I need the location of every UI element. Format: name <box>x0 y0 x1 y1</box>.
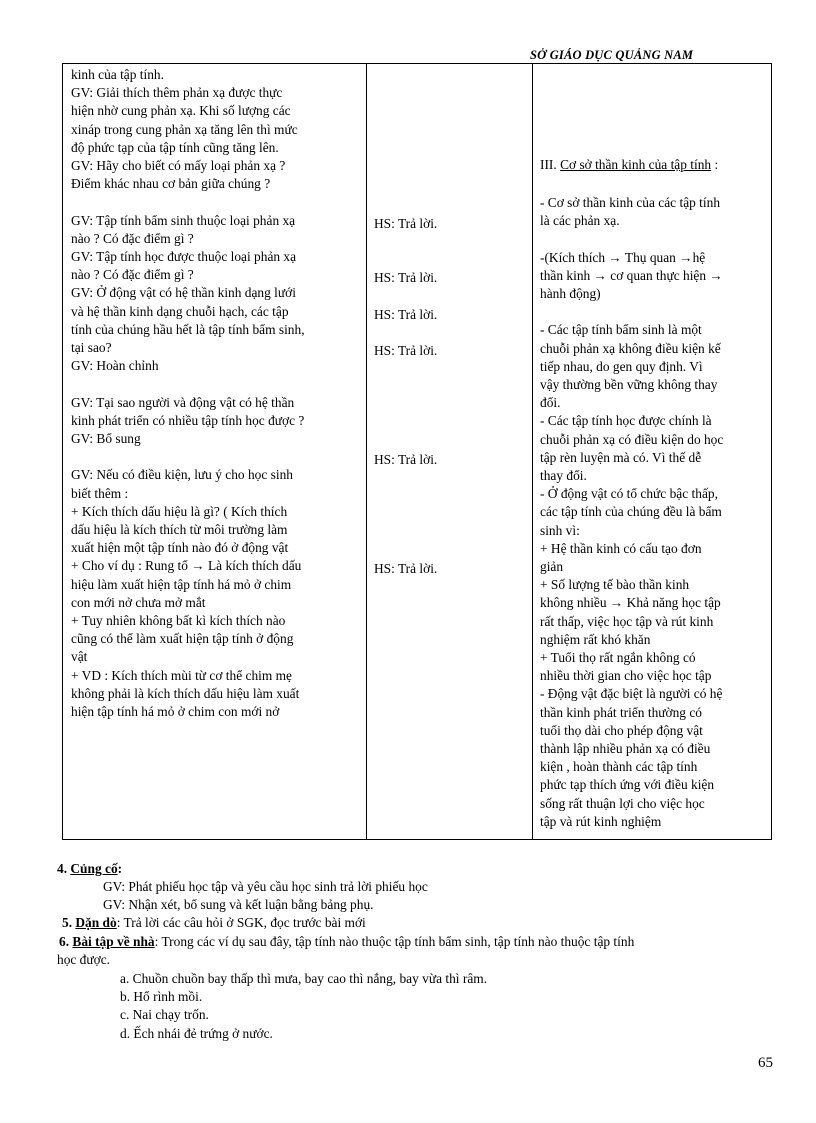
teacher-activity-line: + Tuy nhiên không bất kì kích thích nào <box>71 613 286 628</box>
content-line: tiếp nhau, do gen quy định. Vì <box>540 358 703 374</box>
content-line: nghiệm rất khó khăn <box>540 631 651 647</box>
exercise-item: b. Hổ rình mồi. <box>120 989 203 1004</box>
teacher-activity-line: xináp trong cung phản xạ tăng lên thì mức <box>71 121 298 137</box>
teacher-activity-line: + Kích thích dấu hiệu là gì? ( Kích thích <box>71 503 288 519</box>
exercise-item: d. Ếch nhái đẻ trứng ở nước. <box>120 1026 273 1041</box>
teacher-activity-line: biết thêm : <box>71 485 129 501</box>
content-line: + Hệ thần kinh có cấu tạo đơn <box>540 540 702 556</box>
teacher-activity-line: GV: Tập tính học được thuộc loại phản xạ <box>71 249 297 264</box>
student-activity-column <box>367 64 533 839</box>
teacher-activity-line: nào ? Có đặc điểm gì ? <box>71 230 194 246</box>
student-response: HS: Trả lời. <box>374 343 438 358</box>
teacher-activity-line: GV: Bổ sung <box>71 431 141 446</box>
content-line: vậy thường bền vững không thay <box>540 377 718 392</box>
teacher-activity-line: + VD : Kích thích mùi từ cơ thể chim mẹ <box>71 667 292 683</box>
content-line: - Động vật đặc biệt là người có hệ <box>540 686 723 702</box>
exercise-item: c. Nai chạy trốn. <box>120 1007 209 1022</box>
content-line: - Các tập tính học được chính là <box>540 413 712 429</box>
teacher-activity-line: GV: Hãy cho biết có mấy loại phản xạ ? <box>71 158 286 173</box>
teacher-activity-column <box>63 64 367 839</box>
content-line: kiện , hoàn thành các tập tính <box>540 759 698 775</box>
content-line: -(Kích thích → Thụ quan →hệ <box>540 249 706 265</box>
teacher-activity-line: GV: Ở động vật có hệ thần kinh dạng lưới <box>71 285 296 301</box>
teacher-activity-line: GV: Hoàn chỉnh <box>71 358 159 374</box>
teacher-activity-line: cũng có thể làm xuất hiện tập tính ở động <box>71 631 294 647</box>
content-line: thần kinh phát triển thường có <box>540 704 702 720</box>
teacher-activity-line: không phải là kích thích dấu hiệu làm xuất <box>71 685 300 701</box>
teacher-activity-line: tại sao? <box>71 340 112 355</box>
teacher-activity-line: hiệu làm xuất hiện tập tính há mỏ ở chim <box>71 576 292 592</box>
section-4-line: GV: Nhận xét, bổ sung và kết luận bằng bảng phụ. <box>103 897 374 912</box>
page-header: SỞ GIÁO DỤC QUẢNG NAM <box>530 48 694 62</box>
content-line: thay đổi. <box>540 468 587 483</box>
section-6-continuation: học được. <box>57 952 111 967</box>
content-line: tập và rút kinh nghiệm <box>540 813 662 829</box>
content-line: rất thấp, việc học tập và rút kinh <box>540 613 714 629</box>
content-line: chuỗi phản xạ có điều kiện do học <box>540 431 724 447</box>
content-line: giản <box>540 559 564 574</box>
content-line: - Các tập tính bẩm sinh là một <box>540 322 702 338</box>
teacher-activity-line: GV: Giải thích thêm phản xạ được thực <box>71 85 283 101</box>
content-line: là các phản xạ. <box>540 213 620 229</box>
section-4-title: 4. Củng cố: <box>57 861 123 876</box>
content-line: nhiều thời gian cho việc học tập <box>540 668 712 684</box>
section-5: 5. Dặn dò: Trả lời các câu hỏi ở SGK, đọc trước bài mới <box>62 915 366 930</box>
teacher-activity-line: GV: Tại sao người và động vật có hệ thần <box>71 394 295 410</box>
page-number: 65 <box>758 1055 773 1071</box>
content-line: thành lập nhiều phản xạ có điều <box>540 741 711 756</box>
student-response: HS: Trả lời. <box>374 561 438 577</box>
student-response: HS: Trả lời. <box>374 452 438 468</box>
teacher-activity-line: dấu hiệu là kích thích từ môi trường làm <box>71 522 288 537</box>
teacher-activity-line: kinh phát triển có nhiều tập tính học được ? <box>71 412 305 428</box>
content-line: các tập tính của chúng đều là bẩm <box>540 504 722 520</box>
content-line: không nhiều → Khả năng học tập <box>540 595 721 611</box>
teacher-activity-line: hiện nhờ cung phản xạ. Khi số lượng các <box>71 103 291 119</box>
student-response: HS: Trả lời. <box>374 215 438 231</box>
content-line: sinh vì: <box>540 522 580 538</box>
lesson-table <box>62 63 772 840</box>
teacher-activity-line: nào ? Có đặc điểm gì ? <box>71 267 194 283</box>
content-line: tập rèn luyện mà có. Vì thế dễ <box>540 449 702 465</box>
content-line: - Ở động vật có tổ chức bậc thấp, <box>540 486 718 502</box>
teacher-activity-line: Điểm khác nhau cơ bản giữa chúng ? <box>71 176 271 192</box>
teacher-activity-line: hiện tập tính há mỏ ở chim con mới nở <box>71 704 280 719</box>
teacher-activity-line: xuất hiện một tập tính nào đó ở động vật <box>71 540 289 556</box>
content-line: hành động) <box>540 286 601 301</box>
teacher-activity-line: độ phức tạp của tập tính cũng tăng lên. <box>71 139 279 155</box>
content-line: sống rất thuận lợi cho việc học <box>540 795 705 811</box>
student-response: HS: Trả lời. <box>374 306 438 322</box>
content-line: + Tuổi thọ rất ngắn không có <box>540 650 696 665</box>
student-response: HS: Trả lời. <box>374 270 438 286</box>
content-line: chuỗi phản xạ không điều kiện kế <box>540 340 721 356</box>
content-line: + Số lượng tế bào thần kinh <box>540 577 690 593</box>
content-line: - Cơ sở thần kinh của các tập tính <box>540 195 721 210</box>
teacher-activity-line: tính của chúng hầu hết là tập tính bẩm sinh, <box>71 321 305 337</box>
teacher-activity-line: vật <box>71 649 88 665</box>
content-line: tuổi thọ dài cho phép động vật <box>540 722 703 738</box>
content-line: phức tạp thích ứng với điều kiện <box>540 777 715 793</box>
teacher-activity-line: và hệ thần kinh dạng chuỗi hạch, các tập <box>71 303 289 319</box>
section-4-line: GV: Phát phiếu học tập và yêu cầu học sinh trả lời phiếu học <box>103 879 428 894</box>
teacher-activity-line: + Cho ví dụ : Rung tổ → Là kích thích dấu <box>71 558 302 574</box>
section-6: 6. Bài tập về nhà: Trong các ví dụ sau đây, tập tính nào thuộc tập tính bẩm sinh, tập tính nào thuộc tập tính <box>59 934 635 949</box>
teacher-activity-line: GV: Nếu có điều kiện, lưu ý cho học sinh <box>71 467 293 483</box>
teacher-activity-line: kinh của tập tính. <box>71 67 164 82</box>
teacher-activity-line: GV: Tập tính bẩm sinh thuộc loại phản xạ <box>71 212 296 228</box>
content-line: đổi. <box>540 395 561 411</box>
section-heading: III. Cơ sở thần kinh của tập tính : <box>540 157 719 172</box>
content-column <box>533 64 771 839</box>
teacher-activity-line: con mới nở chưa mở mắt <box>71 594 206 610</box>
exercise-item: a. Chuồn chuồn bay thấp thì mưa, bay cao thì nắng, bay vừa thì râm. <box>120 971 488 986</box>
content-line: thần kinh → cơ quan thực hiện → <box>540 267 723 283</box>
